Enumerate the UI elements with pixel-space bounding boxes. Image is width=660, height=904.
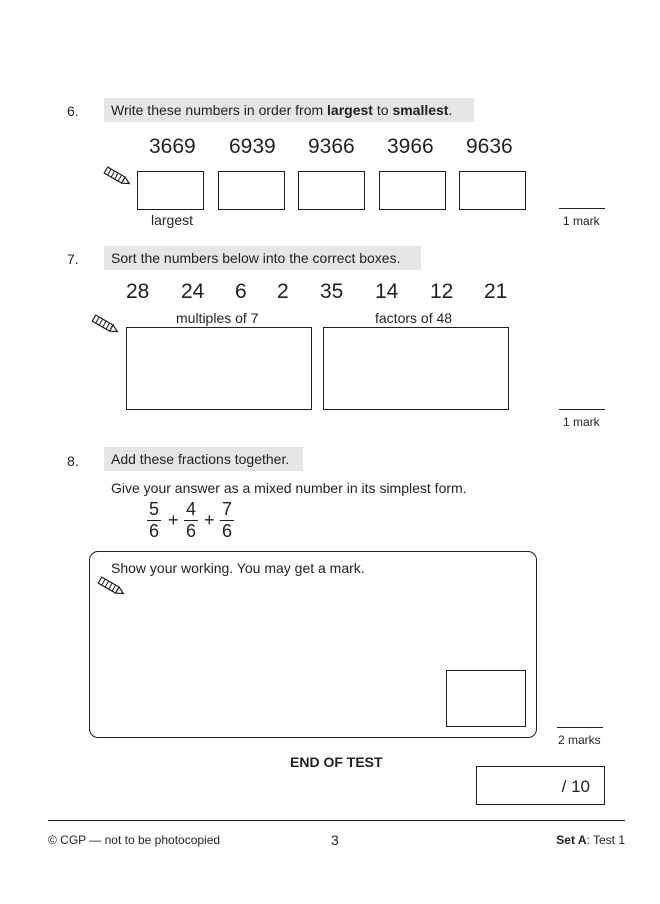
- working-area[interactable]: [89, 551, 537, 738]
- plus-sign-1: +: [168, 510, 179, 530]
- fraction-1-numerator: 5: [148, 499, 159, 519]
- working-instruction: Show your working. You may get a mark.: [111, 560, 365, 576]
- total-score: / 10: [561, 777, 590, 796]
- q6-answer-box-4[interactable]: [379, 171, 446, 210]
- total-score-box: [476, 766, 605, 805]
- q8-answer-box[interactable]: [446, 670, 526, 727]
- pencil-icon: [100, 166, 134, 188]
- question-7-instruction: Sort the numbers below into the correct boxes.: [104, 246, 421, 270]
- q6-answer-box-3[interactable]: [298, 171, 365, 210]
- q6-mark-label: 1 mark: [563, 214, 600, 228]
- q6-number-3: 9366: [308, 135, 355, 158]
- fraction-3: [220, 500, 234, 541]
- copyright-notice: © CGP — not to be photocopied: [48, 833, 221, 847]
- question-8-number: 8.: [67, 453, 79, 469]
- fraction-2-numerator: 4: [185, 499, 196, 519]
- q6-number-4: 3966: [387, 135, 434, 158]
- q7-mark-label: 1 mark: [563, 415, 600, 429]
- pencil-icon: [94, 576, 128, 598]
- largest-label: largest: [151, 212, 194, 228]
- q8-subtext: Give your answer as a mixed number in its simplest form.: [111, 480, 467, 496]
- fraction-3-numerator: 7: [221, 499, 232, 519]
- pencil-icon: [88, 314, 122, 336]
- fraction-1: [147, 500, 161, 541]
- q6-mark-line: [559, 208, 605, 209]
- q6-number-1: 3669: [149, 135, 196, 158]
- q6-answer-box-1[interactable]: [137, 171, 204, 210]
- q6-answer-box-2[interactable]: [218, 171, 285, 210]
- question-6-instruction: Write these numbers in order from largest to smallest.: [104, 98, 474, 122]
- question-8-instruction: Add these fractions together.: [104, 447, 303, 471]
- q6-number-2: 6939: [229, 135, 276, 158]
- page-number: 3: [331, 832, 339, 848]
- factors-of-48-box[interactable]: [323, 327, 509, 410]
- q7-number-7: 12: [430, 280, 454, 303]
- set-label: Set A: Test 1: [556, 833, 625, 847]
- q8-mark-label: 2 marks: [558, 733, 601, 747]
- plus-sign-2: +: [204, 510, 215, 530]
- q7-number-4: 2: [277, 280, 289, 303]
- footer-divider: [48, 820, 625, 821]
- q6-answer-box-5[interactable]: [459, 171, 526, 210]
- fraction-1-denominator: 6: [148, 521, 159, 541]
- q7-number-5: 35: [320, 280, 344, 303]
- fraction-2: [184, 500, 198, 541]
- question-6-number: 6.: [67, 103, 79, 119]
- question-7-number: 7.: [67, 251, 79, 267]
- q6-number-5: 9636: [466, 135, 513, 158]
- end-of-test-label: END OF TEST: [290, 754, 383, 770]
- multiples-of-7-label: multiples of 7: [176, 310, 259, 326]
- fraction-2-denominator: 6: [185, 521, 196, 541]
- q7-number-6: 14: [375, 280, 399, 303]
- q7-number-2: 24: [181, 280, 205, 303]
- q8-mark-line: [557, 727, 603, 728]
- factors-of-48-label: factors of 48: [375, 310, 453, 326]
- fraction-3-denominator: 6: [221, 521, 232, 541]
- q7-mark-line: [559, 409, 605, 410]
- q7-number-3: 6: [235, 280, 247, 303]
- multiples-of-7-box[interactable]: [126, 327, 312, 410]
- q7-number-8: 21: [484, 280, 508, 303]
- q7-number-1: 28: [126, 280, 150, 303]
